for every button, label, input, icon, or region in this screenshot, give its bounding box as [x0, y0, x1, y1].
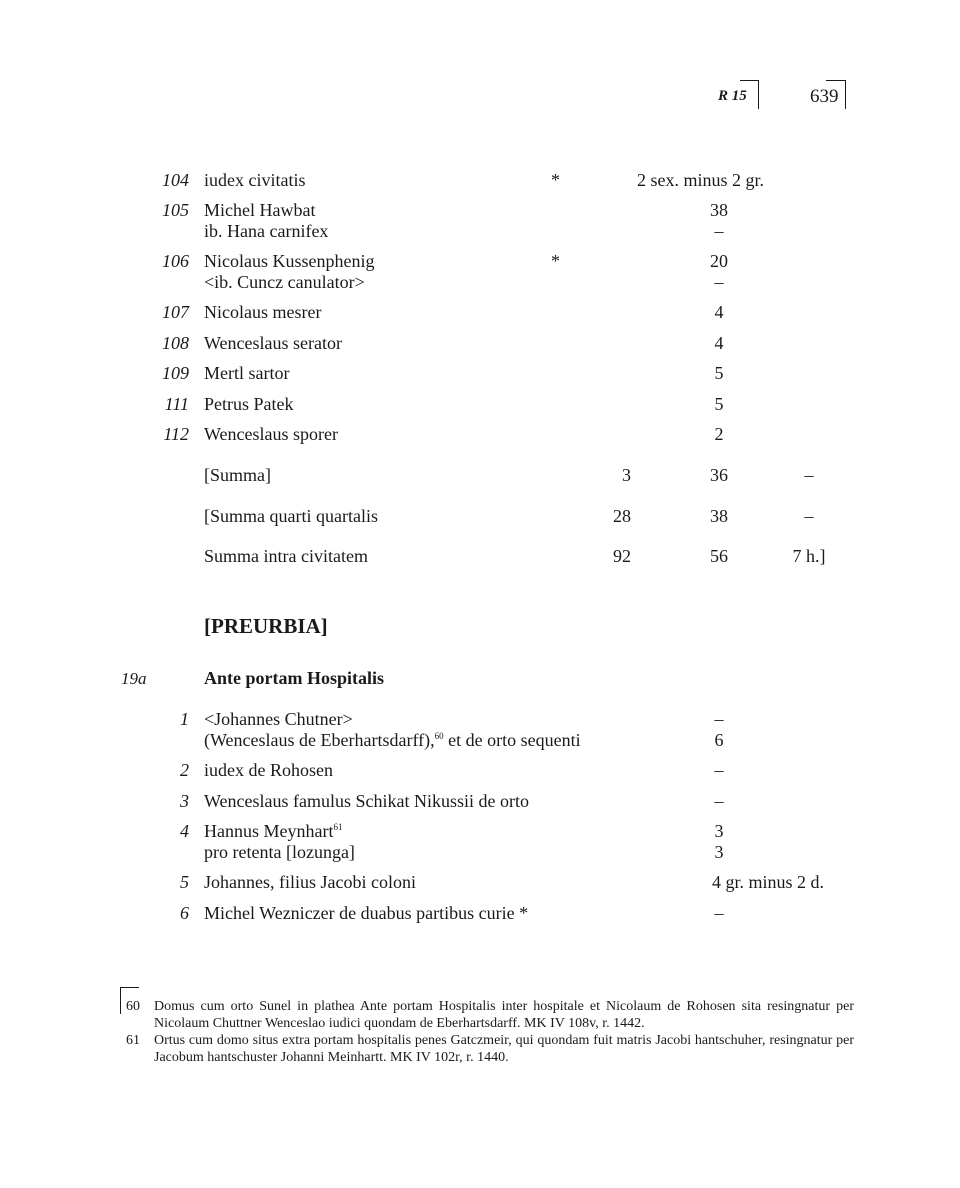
row-amount: 2	[714, 424, 724, 444]
row-name: Nicolaus Kussenphenig	[204, 251, 375, 271]
row-number: 111	[164, 394, 189, 414]
sum-sexagenae: 92	[613, 546, 631, 566]
sum-grossi: 56	[710, 546, 728, 566]
footnote-number: 61	[126, 1033, 140, 1048]
row-name: Mertl sartor	[204, 363, 290, 383]
row-name: Hannus Meynhart$^{61}$	[204, 821, 343, 841]
row-name: Michel Wezniczer de duabus partibus curie *	[204, 903, 529, 923]
sum-hallenses: –	[804, 465, 814, 485]
row-number: 6	[180, 903, 189, 923]
sum-sexagenae: 3	[622, 465, 631, 485]
row-name-second: <ib. Cuncz canulator>	[204, 271, 365, 292]
row-name: iudex civitatis	[204, 170, 306, 190]
section-number: 19a	[121, 669, 147, 688]
row-amount: 3	[714, 821, 724, 841]
row-number: 2	[180, 760, 189, 780]
row-number: 105	[162, 200, 189, 220]
sum-hallenses: –	[804, 506, 814, 526]
row-number: 5	[180, 872, 189, 892]
footnote-number: 60	[126, 999, 140, 1014]
row-name: Wenceslaus famulus Schikat Nikussii de orto	[204, 791, 529, 811]
row-amount: –	[714, 709, 724, 729]
row-amount: 5	[714, 394, 724, 414]
row-name-second: pro retenta [lozunga]	[204, 841, 355, 862]
row-number: 106	[162, 251, 189, 271]
row-amount: 20	[710, 251, 728, 271]
document-signature: R 15	[718, 88, 747, 104]
row-name: Nicolaus mesrer	[204, 302, 322, 322]
row-number: 112	[163, 424, 189, 444]
row-amount-second: 3	[714, 841, 724, 862]
row-amount: –	[714, 760, 724, 780]
row-amount: 4 gr. minus 2 d.	[712, 872, 825, 892]
sum-label: [Summa quarti quartalis	[204, 506, 378, 526]
row-name: Michel Hawbat	[204, 200, 316, 220]
row-amount-second: –	[714, 271, 724, 292]
row-name: Wenceslaus serator	[204, 333, 342, 353]
section-title: Ante portam Hospitalis	[204, 668, 384, 688]
row-amount: 4	[714, 333, 724, 353]
sum-label: Summa intra civitatem	[204, 546, 368, 566]
sum-hallenses: 7 h.]	[792, 546, 826, 566]
row-number: 109	[162, 363, 189, 383]
row-number: 4	[180, 821, 189, 841]
row-amount: 2 sex. minus 2 gr.	[637, 170, 765, 190]
row-amount: 38	[710, 200, 728, 220]
footnote-text: Ortus cum domo situs extra portam hospitalis penes Gatczmeir, qui quondam fuit matris Jacobi hantschuher, resingnatur per Jacobum hantschuster Johanni Meinhartt. MK IV 102r, r. 1440.	[154, 1033, 854, 1065]
row-amount-second: 6	[714, 729, 724, 750]
row-number: 1	[180, 709, 189, 729]
row-number: 108	[162, 333, 189, 353]
row-amount: 5	[714, 363, 724, 383]
row-mark: *	[551, 170, 560, 190]
page-number-bracket	[826, 80, 846, 109]
row-number: 107	[162, 302, 189, 322]
row-amount: 4	[714, 302, 724, 322]
row-name: Johannes, filius Jacobi coloni	[204, 872, 416, 892]
row-number: 3	[180, 791, 189, 811]
row-name: iudex de Rohosen	[204, 760, 333, 780]
row-amount: –	[714, 903, 724, 923]
footnote-ref: 60	[434, 730, 444, 741]
row-mark: *	[551, 251, 560, 271]
signature-bracket	[740, 80, 759, 109]
sum-label: [Summa]	[204, 465, 271, 485]
sum-sexagenae: 28	[613, 506, 631, 526]
row-name: <Johannes Chutner>	[204, 709, 353, 729]
row-name: Wenceslaus sporer	[204, 424, 338, 444]
row-name: Petrus Patek	[204, 394, 294, 414]
footnote-text: Domus cum orto Sunel in plathea Ante portam Hospitalis inter hospitale et Nicolaum de Rohosen sita resingnatur per Nicolaum Chuttner Wenceslao iudici quondam de Eberhartsdarff. MK IV 108v, r. 1442.	[154, 999, 854, 1031]
sum-grossi: 36	[710, 465, 728, 485]
footnote-ref: 61	[333, 822, 343, 832]
row-number: 104	[162, 170, 189, 190]
row-amount-second: –	[714, 220, 724, 241]
section-heading: [PREURBIA]	[204, 614, 328, 638]
row-name-second: (Wenceslaus de Eberhartsdarff),$^{60}$ et de orto sequenti	[204, 729, 581, 750]
row-amount: –	[714, 791, 724, 811]
row-name-second: ib. Hana carnifex	[204, 220, 329, 241]
page-number: 639	[810, 86, 839, 107]
sum-grossi: 38	[710, 506, 728, 526]
